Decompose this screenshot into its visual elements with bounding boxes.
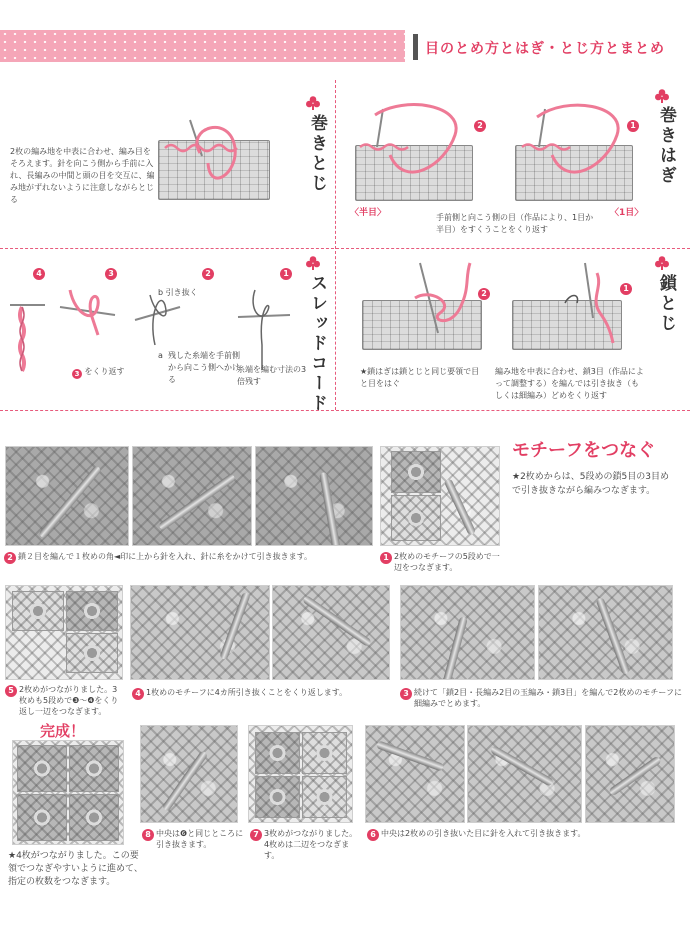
divider-h1	[0, 248, 690, 249]
thread-cord-step3-caption	[72, 366, 152, 378]
divider-v	[335, 80, 336, 410]
header-stripe	[0, 30, 405, 62]
photo-finished	[12, 740, 124, 845]
photo-step4-b	[272, 585, 390, 680]
kusaritoji-title: 鎖とじ	[656, 274, 676, 334]
motif-join-title: モチーフをつなぐ	[512, 440, 656, 461]
step2-caption: 鎖２目を編んで１枚めの角◄印に上から針を入れ、針に糸をかけて引き抜きます。	[18, 552, 312, 561]
step-number: 1	[280, 268, 292, 280]
step3-caption: 続けて「鎖2目・長編み2目の玉編み・鎖3目」を編んで2枚めのモチーフに細編みでとめます。	[414, 688, 682, 708]
photo-step2-a	[5, 446, 129, 546]
photo-step2-c	[255, 446, 373, 546]
step-number: 4	[132, 688, 144, 700]
thread-cord-title: スレッドコード	[307, 274, 327, 414]
step5-caption: 2枚めがつながりました。3枚めも5段めで❸〜❹をくり返し一辺をつなぎます。	[19, 685, 119, 716]
step-number: 5	[5, 685, 17, 697]
makihagi-text: 手前側と向こう側の目（作品により、1目か半目）をすくうことをくり返す	[436, 213, 594, 234]
thread-cord-b-text: 引き抜く	[165, 288, 198, 297]
photo-step6-c	[585, 725, 675, 823]
makitoji-title: 巻きとじ	[307, 114, 327, 194]
thread-cord-a-text: 残した糸端を手前側から向こう側へかける	[168, 351, 240, 384]
thread-cord-b-caption	[158, 287, 198, 299]
kusaritoji-yarn-1	[555, 258, 625, 348]
step8-caption: 中央は❻と同じところに引き抜きます。	[156, 829, 244, 849]
step-number: 3	[72, 369, 82, 379]
kansei-text: ★4枚がつながりました。この要領でつなぎやすいように進めて、指定の枚数をつなぎます。	[8, 851, 143, 887]
step-number: 1	[620, 283, 632, 295]
step-number: 6	[367, 829, 379, 841]
makihagi-label-half: 〈半目〉	[350, 208, 387, 218]
makihagi-title: 巻きはぎ	[656, 106, 676, 186]
photo-step7	[248, 725, 353, 823]
photo-step5	[5, 585, 123, 680]
step7-caption: 3枚めがつながりました。4枚めは二辺をつなぎます。	[264, 829, 358, 860]
makitoji-text: 2枚の編み地を中表に合わせ、編み目をそろえます。針を向こう側から手前に入れ、長編みの中間と頭の目を交互に、編み地がずれないように注意しながらとじる	[10, 147, 155, 204]
club-icon	[654, 255, 670, 271]
header-bar	[413, 34, 418, 60]
club-icon	[305, 95, 321, 111]
photo-step6-a	[365, 725, 465, 823]
kusaritoji-yarn-2	[400, 258, 480, 348]
step-number: 2	[202, 268, 214, 280]
club-icon	[305, 255, 321, 271]
kusaritoji-text: 編み地を中表に合わせ、鎖3目（作品によって調整する）を編んでは引き抜き（もしくは細編み）どめをくり返す	[495, 367, 644, 400]
page-title: 目のとめ方とはぎ・とじ方とまとめ	[425, 41, 665, 57]
photo-step2-b	[132, 446, 252, 546]
makihagi-yarn-half	[345, 95, 485, 195]
makihagi-yarn-full	[505, 95, 645, 195]
step-number: 2	[474, 120, 486, 132]
thread-cord-a-label: a	[158, 351, 163, 360]
step-number: 1	[380, 552, 392, 564]
photo-step3-a	[400, 585, 535, 680]
thread-cord-step1-text: 糸端を編む寸法の3倍残す	[237, 365, 307, 386]
photo-step1	[380, 446, 500, 546]
kansei-title: 完成！	[40, 722, 86, 740]
makitoji-yarn-illustration	[150, 108, 280, 208]
step-number: 4	[33, 268, 45, 280]
photo-step8	[140, 725, 238, 823]
step-number: 2	[478, 288, 490, 300]
step4-caption: 1枚めのモチーフに4カ所引き抜くことをくり返します。	[146, 688, 348, 697]
step-number: 3	[105, 268, 117, 280]
step-number: 8	[142, 829, 154, 841]
divider-h2	[0, 410, 690, 411]
thread-cord-b-label: b	[158, 288, 164, 297]
makihagi-label-full: 〈1目〉	[610, 208, 644, 218]
motif-join-note: ★2枚めからは、5段めの鎖5目の3目めで引き抜きながら編みつなぎます。	[512, 472, 669, 496]
photo-step3-b	[538, 585, 673, 680]
step1-caption: 2枚めのモチーフの5段めで一辺をつなぎます。	[394, 552, 500, 572]
step-number: 1	[627, 120, 639, 132]
club-icon	[654, 88, 670, 104]
thread-cord-step3-text: をくり返す	[84, 367, 125, 376]
step6-caption: 中央は2枚めの引き抜いた目に針を入れて引き抜きます。	[381, 829, 586, 838]
photo-step4-a	[130, 585, 270, 680]
step-number: 2	[4, 552, 16, 564]
step-number: 3	[400, 688, 412, 700]
kusaritoji-note: ★鎖はぎは鎖とじと同じ要領で目と目をはぐ	[360, 367, 480, 388]
photo-step6-b	[467, 725, 582, 823]
step-number: 7	[250, 829, 262, 841]
